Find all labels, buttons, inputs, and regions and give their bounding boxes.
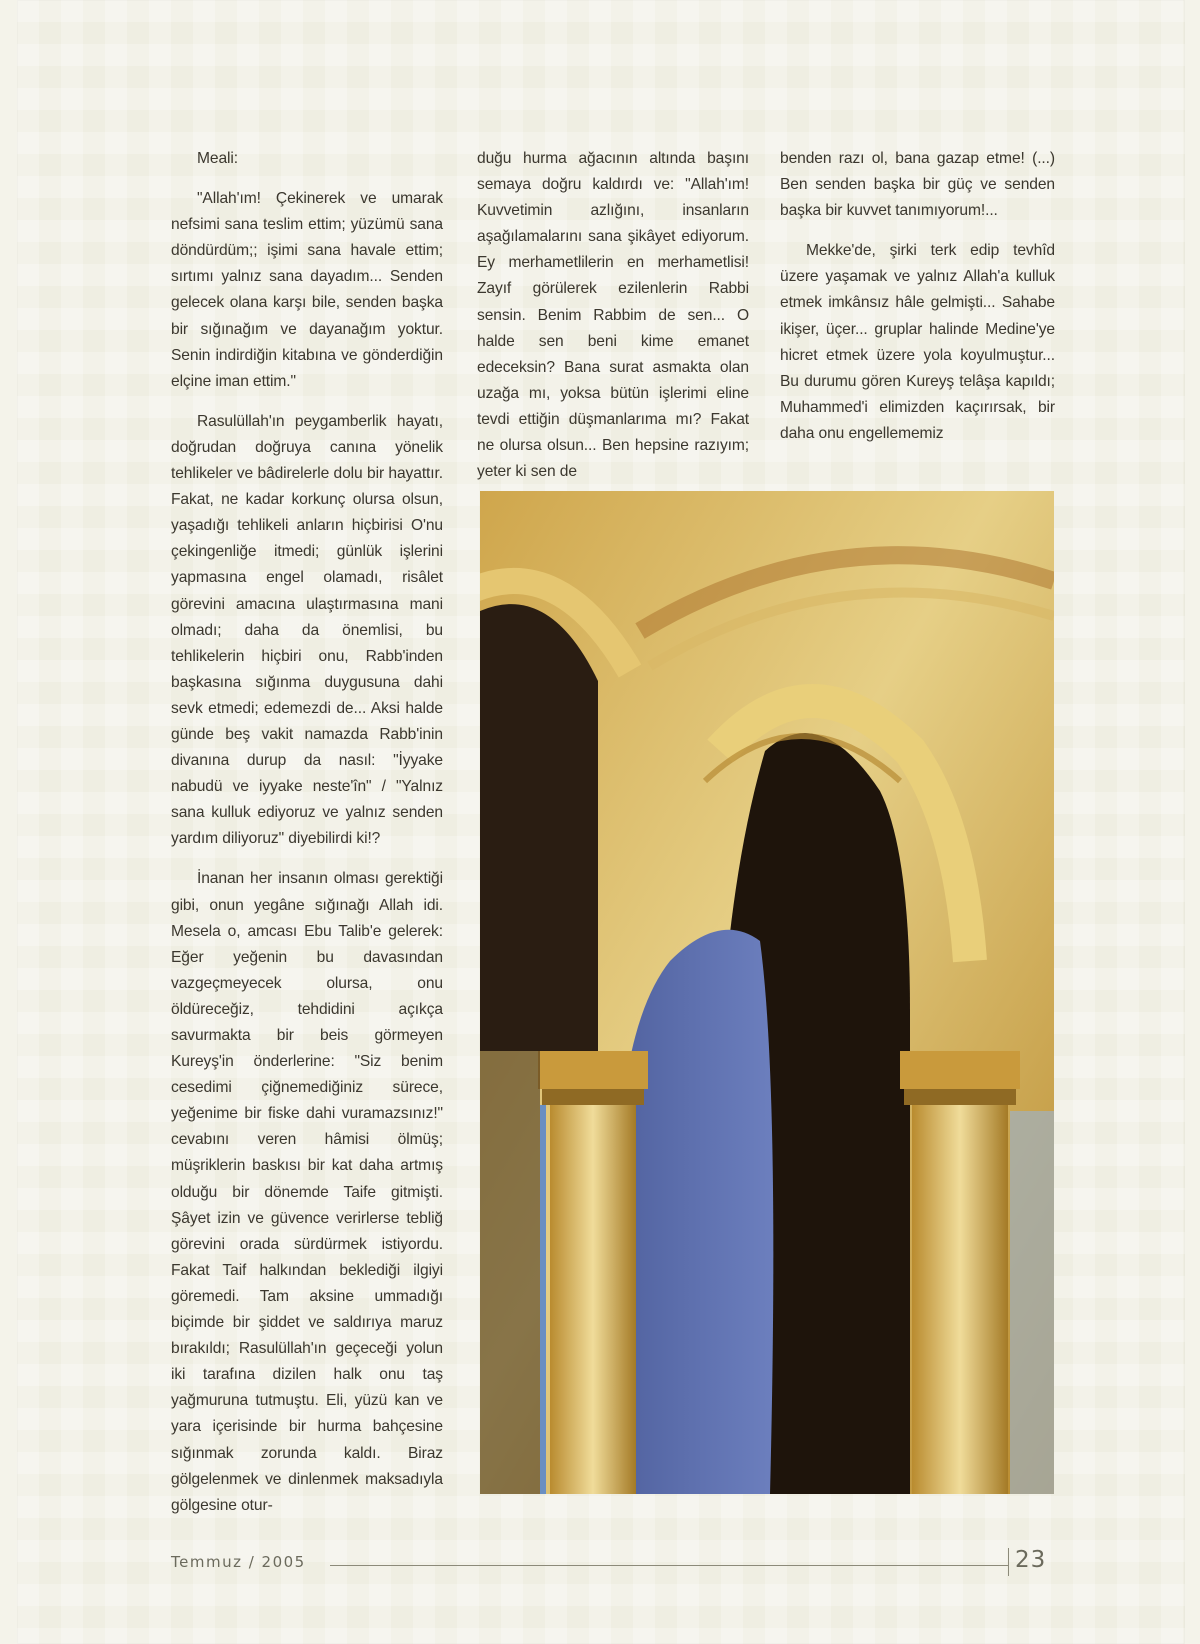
paragraph: duğu hurma ağacının altında başını semaya doğru kaldırdı ve: "Allah'ım! Kuvvetimin azlığını, insanların aşağılamalarını sana şikâyet ediyorum. Ey merhametlilerin en merhametlisi! Zayıf görülerek ezilenlerin Rabbi sensin. Benim Rabbim de sen... O halde sen beni kime emanet edeceksin? Bana surat asmakta olan uzağa mı, yoksa bütün işlerimi eline tevdi ettiğin düşmanlarıma mı? Fakat ne olursa olsun... Ben hepsine razıyım; yeter ki sen de: [477, 150, 749, 481]
page-number: 23: [1015, 1547, 1047, 1573]
footer-divider: [330, 1565, 1008, 1566]
meali-heading: Meali:: [197, 150, 238, 167]
footer-divider-tick: [1008, 1548, 1009, 1576]
paragraph: "Allah'ım! Çekinerek ve umarak nefsimi sana teslim ettim; yüzümü sana döndürdüm;; işimi sana havale ettim; sırtımı yalnız sana dayadım... Senden gelecek olana karşı bile, senden başka bir sığınağım ve dayanağım yoktur. Senin indirdiğin kitabına ve gönderdiğin elçine iman ettim.": [171, 190, 443, 390]
paragraph: Rasulüllah'ın peygamberlik hayatı, doğrudan doğruya canına yönelik tehlikeler ve bâdirelerle dolu bir hayattır. Fakat, ne kadar korkunç olursa olsun, yaşadığı tehlikeli anların hiçbirisi O'nu çekingenliğe itmedi; günlük işlerini yapmasına engel olamadı, risâlet görevini amacına ulaştırmasına mani olmadı; daha da önemlisi, bu tehlikelerin hiçbiri onu, Rabb'inden başkasına sığınma duygusuna dahi sevk etmedi; edemezdi de... Aksi halde günde beş vakit namazda Rabb'inin divanına durup da nasıl: "İyyake nabudü ve iyyake neste'în" / "Yalnız sana kulluk ediyoruz ve yalnız senden yardım diliyoruz" diyebilirdi ki!?: [171, 412, 443, 848]
arches-photo: [480, 491, 1054, 1494]
text-column-2: [477, 146, 749, 499]
paragraph: benden razı ol, bana gazap etme! (...) Ben senden başka bir güç ve senden başka bir kuvvet tanımıyorum!...: [780, 150, 1055, 220]
issue-date: Temmuz / 2005: [171, 1553, 306, 1571]
text-column-3: [780, 146, 1055, 461]
paragraph: İnanan her insanın olması gerektiği gibi, onun yegâne sığınağı Allah idi. Mesela o, amcası Ebu Talib'e gelerek: Eğer yeğenin bu davasından vazgeçmeyecek olursa, onu öldüreceğiz, tehdidini açıkça savurmakta bir beis görmeyen Kureyş'in önderlerine: "Siz benim cesedimi çiğnemediğiniz sürece, yeğenime bir fiske dahi vuramazsınız!" cevabını veren hâmisi ölmüş; müşriklerin baskısı bir kat daha artmış olduğu bir dönemde Taife gitmişti. Şâyet izin ve güvence verirlerse tebliğ görevini orada sürdürmek istiyordu. Fakat Taif halkından beklediği ilgiyi göremedi. Tam aksine ummadığı biçimde bir şiddet ve saldırıya maruz bırakıldı; Rasulüllah'ın geçeceği yolun iki tarafına dizilen halk onu taş yağmuruna tutmuştu. Eli, yüzü kan ve yara içerisinde bir hurma bahçesine sığınmak zorunda kaldı. Biraz gölgelenmek ve dinlenmek maksadıyla gölgesine otur-: [171, 870, 443, 1514]
text-column-1: [171, 146, 443, 1533]
magazine-page: [17, 0, 1185, 1644]
paragraph: Mekke'de, şirki terk edip tevhîd üzere yaşamak ve yalnız Allah'a kulluk etmek imkânsız hâle gelmişti... Sahabe ikişer, üçer... gruplar halinde Medine'ye hicret etmek üzere yola koyulmuştur... Bu durumu gören Kureyş telâşa kapıldı; Muhammed'i elimizden kaçırırsak, bir daha onu engellememiz: [780, 242, 1055, 442]
arches-illustration: [480, 491, 1054, 1494]
